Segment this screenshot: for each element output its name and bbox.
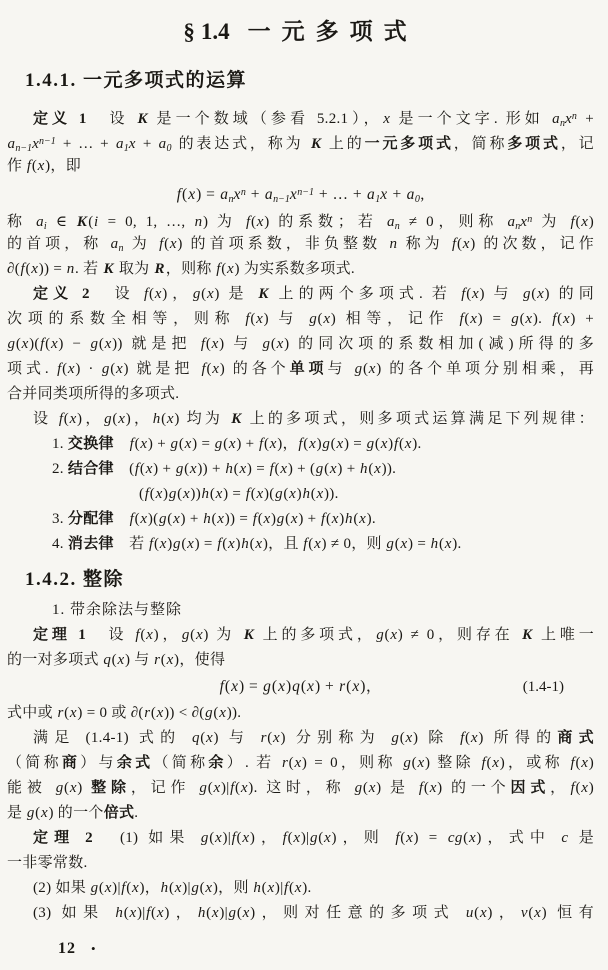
text-line: ∂(f(x)) = n. 若 K 取为 R，则称 f(x) 为实系数多项式.	[7, 261, 355, 277]
theorem-2-paragraph	[7, 826, 594, 926]
section-number: 1.4	[200, 19, 230, 44]
page-title	[7, 18, 594, 46]
rule-associative-continued: (f(x)g(x))h(x) = f(x)(g(x)h(x)).	[139, 486, 339, 502]
formula-text: f(x) = g(x)q(x) + r(x)，	[219, 678, 382, 695]
text-line: 项式. f(x) · g(x) 就是把 f(x) 的各个单项与 g(x) 的各个单项分别相乘，再	[7, 361, 594, 377]
display-formula-polynomial: $f(x) = a_nx^n + a_{n-1}x^{n-1}$ + … + $a_1x + a_0$,	[176, 186, 425, 205]
text-line: （简称商）与余式（简称余）. 若 r(x) = 0，则称 g(x) 整除 f(x)，或称 f(x)	[7, 755, 594, 771]
page-footer	[58, 940, 97, 958]
display-formula-division	[7, 673, 594, 701]
text-line: 合并同类项所得的多项式.	[7, 386, 180, 402]
quotient-remainder-paragraph	[7, 726, 594, 826]
text-line: 满足 (1.4-1) 式的 q(x) 与 r(x) 分别称为 g(x) 除 f(x) 所得的商式	[33, 730, 594, 746]
footer-bullet-icon: •	[91, 941, 97, 956]
rules-intro-line: 设 f(x)，g(x)，h(x) 均为 K 上的多项式，则多项式运算满足下列规律：	[33, 411, 594, 427]
text-line: 定义 2 设 f(x)，g(x) 是 K 上的两个多项式. 若 f(x) 与 g(x) 的同	[33, 286, 594, 302]
definition-2-paragraph	[7, 282, 594, 407]
text-line: 的一对多项式 q(x) 与 r(x)，使得	[7, 652, 226, 668]
theorem-1-paragraph	[7, 623, 594, 673]
text-line: 作 f(x)，即	[7, 158, 81, 174]
rule-associative: 2. 结合律 (f(x) + g(x)) + h(x) = f(x) + (g(x) + h(x)).	[52, 461, 397, 477]
coefficients-paragraph	[7, 207, 594, 282]
text-line: $a_{n-1}x^{n-1}$ + … + $a_1x + a_0$ 的表达式，称为 K 上的一元多项式，简称多项式，记	[7, 136, 594, 154]
equation-tag: (1.4-1)	[522, 679, 564, 695]
text-line: 定义 1 设 K 是一个数域（参看 5.2.1），x 是一个文字. 形如 $a_nx^n$ +	[33, 111, 594, 129]
section-mark: §	[183, 19, 195, 44]
text-line: 一非零常数.	[7, 855, 88, 871]
definition-1-paragraph	[7, 104, 594, 179]
text-line: 是 g(x) 的一个倍式.	[7, 805, 139, 821]
text-line: 称 $a_i$ ∈ K(i = 0, 1, …, n) 为 f(x) 的系数；若 $a_n \ne 0$，则称 $a_nx^n$ 为 f(x)	[7, 214, 594, 232]
section-heading-1-4-1: 1.4.1. 一元多项式的运算	[25, 70, 248, 91]
section-heading-1-4-2: 1.4.2. 整除	[25, 569, 125, 590]
rule-distributive: 3. 分配律 f(x)(g(x) + h(x)) = f(x)g(x) + f(x)h(x).	[52, 511, 376, 527]
rule-commutative: 1. 交换律 f(x) + g(x) = g(x) + f(x)，f(x)g(x) = g(x)f(x).	[52, 436, 422, 452]
title-text: 一元多项式	[247, 19, 418, 44]
rule-cancellation: 4. 消去律 若 f(x)g(x) = f(x)h(x)，且 f(x) ≠ 0，则 g(x) = h(x).	[52, 536, 462, 552]
operation-rules-list	[7, 432, 594, 557]
text-line: 定理 1 设 f(x)，g(x) 为 K 上的多项式，g(x) ≠ 0，则存在 K 上唯一	[33, 627, 594, 643]
text-line: 的首项，称 $a_n$ 为 f(x) 的首项系数，非负整数 n 称为 f(x) 的次数，记作	[7, 236, 594, 254]
subsection-heading-division: 1. 带余除法与整除	[52, 602, 183, 618]
text-line: (2) 如果 g(x)|f(x)，h(x)|g(x)，则 h(x)|f(x).	[33, 880, 312, 896]
text-line: g(x)(f(x) − g(x)) 就是把 f(x) 与 g(x) 的同次项的系数相加(减)所得的多	[7, 336, 594, 352]
text-line: 次项的系数全相等，则称 f(x) 与 g(x) 相等，记作 f(x) = g(x). f(x) +	[7, 311, 594, 327]
text-line: 定理 2 (1) 如果 g(x)|f(x)，f(x)|g(x)，则 f(x) = cg(x)，式中 c 是	[33, 830, 594, 846]
text-line: 能被 g(x) 整除，记作 g(x)|f(x). 这时，称 g(x) 是 f(x) 的一个因式，f(x)	[7, 780, 594, 796]
text-line: (3) 如果 h(x)|f(x)，h(x)|g(x)，则对任意的多项式 u(x)，v(x) 恒有	[33, 905, 594, 921]
remainder-condition-line: 式中或 r(x) = 0 或 ∂(r(x)) < ∂(g(x)).	[7, 705, 242, 721]
page-number: 12	[58, 940, 76, 957]
